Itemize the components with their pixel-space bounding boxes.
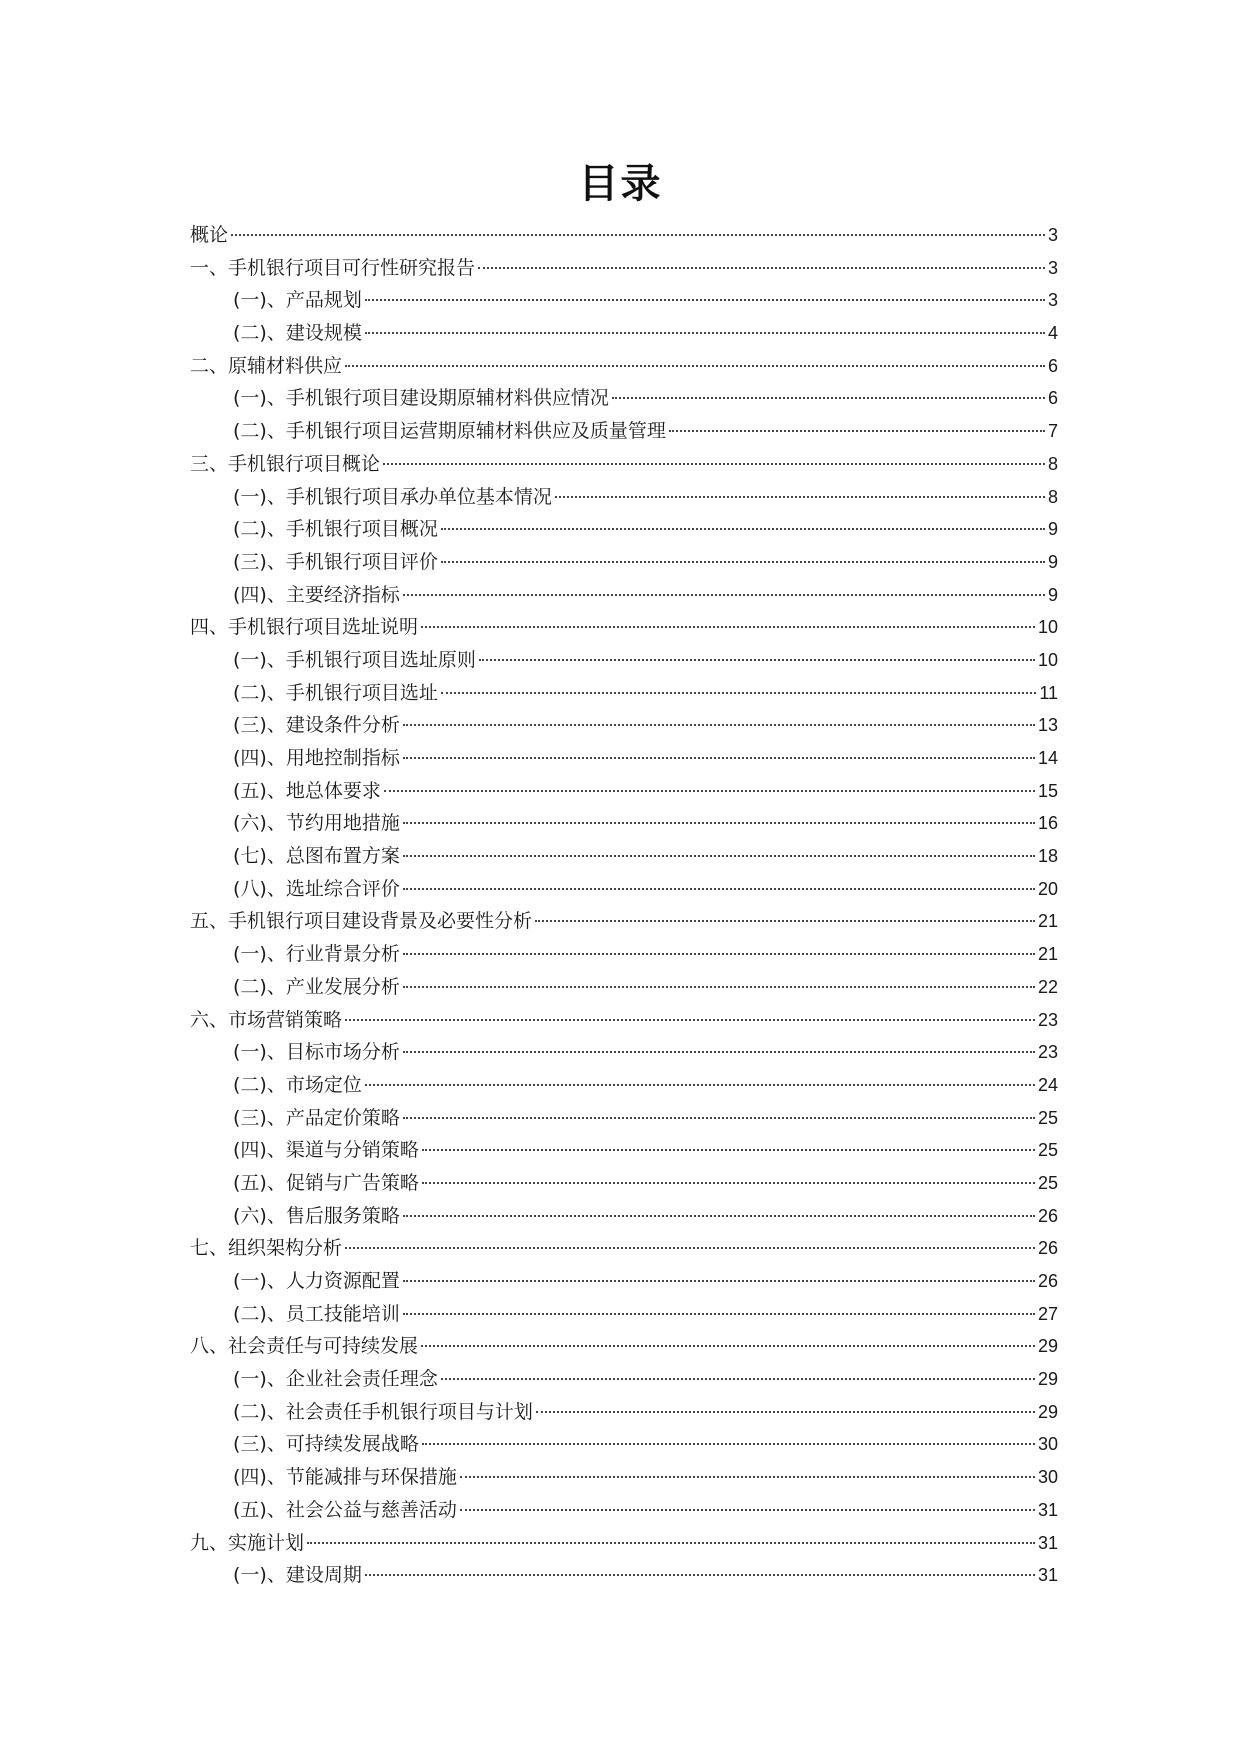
toc-page-number: 10: [1037, 649, 1058, 670]
toc-dot-leader: [403, 1215, 1035, 1217]
toc-entry-label: (二)、手机银行项目概况: [233, 518, 438, 541]
toc-entry-label: (一)、手机银行项目承办单位基本情况: [233, 485, 552, 508]
toc-entry-label: (四)、主要经济指标: [233, 583, 400, 606]
toc-page-number: 3: [1047, 257, 1058, 278]
toc-dot-leader: [422, 1182, 1035, 1184]
toc-page-number: 9: [1047, 551, 1058, 572]
toc-dot-leader: [403, 888, 1035, 890]
toc-page-number: 3: [1047, 225, 1058, 245]
toc-page-number: 14: [1037, 748, 1058, 768]
toc-page-number: 26: [1037, 1205, 1058, 1226]
toc-page-number: 9: [1047, 584, 1058, 605]
toc-subentry[interactable]: [190, 742, 1058, 775]
toc-page-number: 25: [1037, 1172, 1058, 1193]
toc-page-number: 4: [1047, 323, 1058, 344]
toc-entry-label: (七)、总图布置方案: [233, 845, 400, 868]
toc-subentry[interactable]: [190, 1396, 1058, 1429]
toc-dot-leader: [403, 1280, 1035, 1282]
toc-dot-leader: [307, 1542, 1035, 1544]
toc-entry-label: 九、实施计划: [190, 1531, 305, 1554]
toc-subentry[interactable]: [190, 1036, 1058, 1069]
toc-dot-leader: [460, 1476, 1035, 1478]
toc-dot-leader: [555, 496, 1045, 498]
toc-subentry[interactable]: [190, 1298, 1058, 1331]
toc-entry-label: (三)、可持续发展战略: [233, 1433, 419, 1456]
toc-dot-leader: [441, 561, 1045, 563]
toc-dot-leader: [365, 1574, 1035, 1576]
toc-page-number: 25: [1037, 1140, 1058, 1161]
toc-dot-leader: [422, 1149, 1035, 1151]
toc-entry-label: (二)、手机银行项目运营期原辅材料供应及质量管理: [233, 420, 666, 443]
toc-list: [190, 219, 1058, 1592]
toc-subentry[interactable]: [190, 579, 1058, 612]
toc-dot-leader: [403, 855, 1035, 857]
toc-subentry[interactable]: [190, 317, 1058, 350]
toc-dot-leader: [441, 692, 1036, 694]
toc-entry-label: (二)、产业发展分析: [233, 975, 400, 998]
toc-entry-label: 三、手机银行项目概论: [190, 452, 381, 475]
toc-entry-label: 七、组织架构分析: [190, 1237, 343, 1260]
toc-entry-label: (一)、产品规划: [233, 289, 362, 312]
toc-page-number: 3: [1047, 290, 1058, 311]
toc-entry-label: (四)、节能减排与环保措施: [233, 1466, 457, 1489]
toc-subentry[interactable]: [190, 1102, 1058, 1135]
toc-entry-label: (三)、产品定价策略: [233, 1106, 400, 1129]
toc-dot-leader: [384, 790, 1035, 792]
toc-subentry[interactable]: [190, 644, 1058, 677]
toc-dot-leader: [535, 920, 1035, 922]
toc-entry[interactable]: [190, 350, 1058, 383]
toc-entry-label: (二)、社会责任手机银行项目与计划: [233, 1400, 533, 1423]
toc-page-number: 29: [1037, 1401, 1058, 1422]
toc-page-number: 8: [1047, 486, 1058, 507]
toc-entry-label: 五、手机银行项目建设背景及必要性分析: [190, 910, 533, 933]
toc-entry-label: (五)、促销与广告策略: [233, 1171, 419, 1194]
toc-page-number: 18: [1037, 846, 1058, 867]
toc-entry[interactable]: [190, 1330, 1058, 1363]
toc-page-number: 22: [1037, 976, 1058, 997]
toc-entry[interactable]: [190, 1527, 1058, 1560]
toc-page-number: 20: [1037, 878, 1058, 899]
toc-entry-label: (一)、企业社会责任理念: [233, 1368, 438, 1391]
toc-subentry[interactable]: [190, 1134, 1058, 1167]
toc-subentry[interactable]: [190, 1428, 1058, 1461]
toc-page-number: 10: [1037, 617, 1058, 638]
toc-entry-label: 六、市场营销策略: [190, 1008, 343, 1031]
toc-page-number: 30: [1037, 1434, 1058, 1455]
toc-dot-leader: [345, 365, 1045, 367]
toc-entry-label: 二、原辅材料供应: [190, 354, 343, 377]
toc-subentry[interactable]: [190, 546, 1058, 579]
toc-entry-label: (五)、社会公益与慈善活动: [233, 1498, 457, 1521]
toc-entry-label: (一)、人力资源配置: [233, 1270, 400, 1292]
toc-page-number: 21: [1037, 911, 1058, 932]
toc-subentry[interactable]: [190, 1559, 1058, 1592]
toc-subentry[interactable]: [190, 677, 1058, 710]
toc-dot-leader: [403, 953, 1035, 955]
toc-entry-label: (二)、员工技能培训: [233, 1302, 400, 1325]
toc-dot-leader: [403, 822, 1035, 824]
toc-subentry[interactable]: [190, 807, 1058, 840]
toc-dot-leader: [403, 1051, 1035, 1053]
toc-entry-label: (一)、建设周期: [233, 1564, 362, 1587]
toc-entry-label: (六)、节约用地措施: [233, 812, 400, 835]
toc-page-number: 31: [1037, 1565, 1058, 1586]
toc-entry-label: 一、手机银行项目可行性研究报告: [190, 256, 476, 279]
toc-dot-leader: [365, 299, 1045, 301]
toc-subentry[interactable]: [190, 513, 1058, 546]
toc-dot-leader: [403, 724, 1035, 726]
toc-subentry[interactable]: [190, 938, 1058, 971]
toc-subentry[interactable]: [190, 709, 1058, 742]
toc-entry-label: (二)、手机银行项目选址: [233, 681, 438, 704]
toc-dot-leader: [612, 397, 1045, 399]
toc-dot-leader: [231, 234, 1045, 236]
toc-page-number: 24: [1037, 1074, 1058, 1095]
toc-entry-label: 四、手机银行项目选址说明: [190, 616, 419, 639]
toc-entry-label: (二)、市场定位: [233, 1073, 362, 1096]
toc-page-number: 9: [1047, 519, 1058, 540]
toc-entry-label: (三)、手机银行项目评价: [233, 550, 438, 573]
toc-subentry[interactable]: [190, 971, 1058, 1004]
toc-entry[interactable]: [190, 448, 1058, 481]
toc-entry[interactable]: [190, 219, 1058, 252]
toc-entry-label: (一)、手机银行项目选址原则: [233, 648, 476, 671]
toc-entry-label: 概论: [190, 224, 229, 246]
toc-dot-leader: [403, 594, 1045, 596]
toc-dot-leader: [441, 528, 1045, 530]
toc-page-number: 7: [1047, 421, 1058, 442]
toc-entry-label: (二)、建设规模: [233, 322, 362, 345]
toc-entry[interactable]: [190, 252, 1058, 285]
toc-subentry[interactable]: [190, 1461, 1058, 1494]
toc-page-number: 6: [1047, 388, 1058, 409]
toc-dot-leader: [669, 430, 1045, 432]
toc-subentry[interactable]: [190, 840, 1058, 873]
toc-entry-label: 八、社会责任与可持续发展: [190, 1335, 419, 1358]
toc-entry-label: (一)、目标市场分析: [233, 1041, 400, 1064]
toc-dot-leader: [479, 659, 1035, 661]
toc-page-number: 8: [1047, 453, 1058, 474]
toc-entry-label: (一)、行业背景分析: [233, 943, 400, 966]
toc-page-number: 31: [1037, 1499, 1058, 1520]
toc-dot-leader: [383, 463, 1045, 465]
toc-subentry[interactable]: [190, 1069, 1058, 1102]
toc-dot-leader: [421, 1345, 1035, 1347]
toc-dot-leader: [421, 626, 1035, 628]
toc-dot-leader: [441, 1378, 1035, 1380]
toc-entry-label: (四)、用地控制指标: [233, 747, 400, 769]
toc-entry-label: (三)、建设条件分析: [233, 714, 400, 737]
toc-subentry[interactable]: [190, 1363, 1058, 1396]
toc-entry-label: (六)、售后服务策略: [233, 1204, 400, 1227]
toc-entry-label: (四)、渠道与分销策略: [233, 1139, 419, 1162]
toc-entry[interactable]: [190, 1232, 1058, 1265]
toc-subentry[interactable]: [190, 382, 1058, 415]
toc-dot-leader: [422, 1443, 1035, 1445]
toc-dot-leader: [403, 1313, 1035, 1315]
toc-entry[interactable]: [190, 1004, 1058, 1037]
toc-subentry[interactable]: [190, 481, 1058, 514]
toc-page-number: 26: [1037, 1238, 1058, 1259]
toc-subentry[interactable]: [190, 1494, 1058, 1527]
toc-subentry[interactable]: [190, 775, 1058, 808]
toc-dot-leader: [365, 332, 1045, 334]
toc-page-number: 11: [1039, 682, 1058, 703]
toc-dot-leader: [403, 1117, 1035, 1119]
toc-page-number: 30: [1037, 1467, 1058, 1488]
toc-entry[interactable]: [190, 905, 1058, 938]
toc-subentry[interactable]: [190, 415, 1058, 448]
toc-page-number: 23: [1037, 1009, 1058, 1030]
toc-dot-leader: [345, 1247, 1035, 1249]
toc-entry-label: (一)、手机银行项目建设期原辅材料供应情况: [233, 387, 609, 410]
toc-entry-label: (八)、选址综合评价: [233, 877, 400, 900]
toc-subentry[interactable]: [190, 873, 1058, 906]
toc-page-number: 27: [1037, 1303, 1058, 1324]
toc-title: 目录: [578, 161, 663, 207]
toc-page-number: 23: [1037, 1042, 1058, 1063]
toc-page-number: 29: [1037, 1336, 1058, 1357]
toc-dot-leader: [403, 757, 1035, 759]
toc-entry[interactable]: [190, 611, 1058, 644]
toc-page-number: 29: [1037, 1369, 1058, 1390]
toc-dot-leader: [365, 1084, 1035, 1086]
toc-page-number: 21: [1037, 944, 1058, 965]
toc-page-number: 31: [1037, 1532, 1058, 1553]
toc-dot-leader: [403, 986, 1035, 988]
toc-dot-leader: [345, 1019, 1035, 1021]
toc-subentry[interactable]: [190, 1265, 1058, 1298]
toc-subentry[interactable]: [190, 284, 1058, 317]
toc-page-number: 25: [1037, 1107, 1058, 1128]
toc-dot-leader: [536, 1411, 1035, 1413]
toc-dot-leader: [478, 267, 1045, 269]
toc-page-number: 26: [1037, 1271, 1058, 1291]
toc-page-number: 16: [1037, 813, 1058, 834]
toc-page-number: 13: [1037, 715, 1058, 736]
toc-subentry[interactable]: [190, 1167, 1058, 1200]
toc-dot-leader: [460, 1509, 1035, 1511]
toc-page-number: 15: [1037, 780, 1058, 801]
toc-entry-label: (五)、地总体要求: [233, 779, 381, 802]
toc-page-number: 6: [1047, 355, 1058, 376]
toc-subentry[interactable]: [190, 1200, 1058, 1233]
